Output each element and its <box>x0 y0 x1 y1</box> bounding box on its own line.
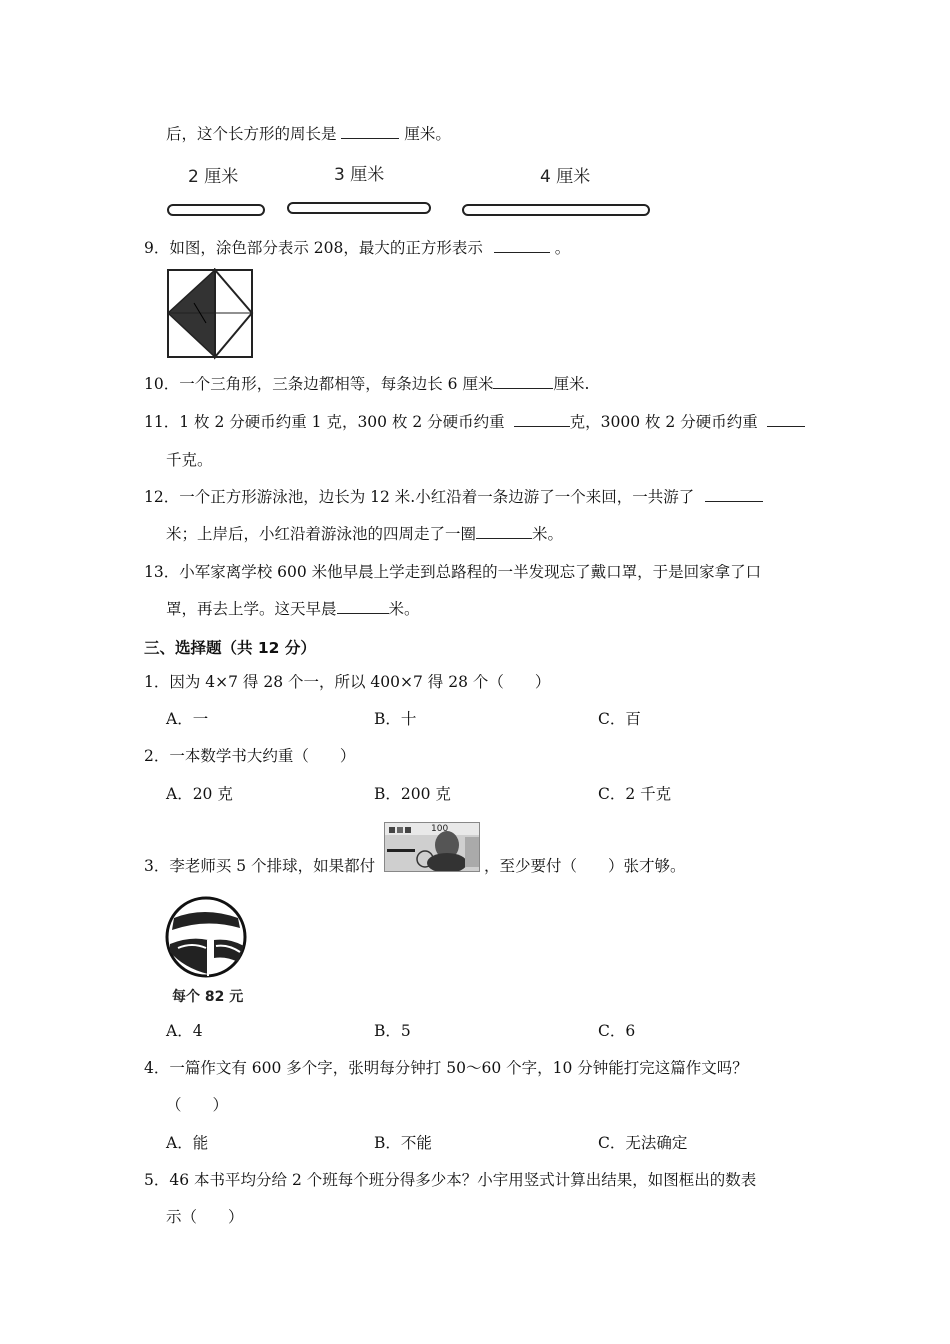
stick-label-2cm: 2 厘米 <box>188 167 239 187</box>
section-3-title: 三、选择题（共 12 分） <box>144 639 316 657</box>
q8-text: 后，这个长方形的周长是 <box>166 125 337 143</box>
stick-label-3cm: 3 厘米 <box>334 165 385 185</box>
question-11-line-1 <box>144 412 805 432</box>
q10-text: 10．一个三角形，三条边都相等，每条边长 6 厘米 <box>144 375 494 393</box>
q9-text-end: 。 <box>554 239 571 257</box>
choice-question-5-line-1: 5．46 本书平均分给 2 个班每个班分得多少本？小宇用竖式计算出结果，如图框出的数表 <box>144 1171 757 1189</box>
c3-option-b[interactable]: B．5 <box>374 1022 411 1040</box>
volleyball-icon <box>164 896 250 980</box>
question-11-line-2: 千克。 <box>166 451 213 469</box>
c1-option-a[interactable]: A．一 <box>166 710 209 728</box>
c2-option-c[interactable]: C．2 千克 <box>598 785 672 803</box>
choice-question-1: 1．因为 4×7 得 28 个一，所以 400×7 得 28 个（ ） <box>144 673 551 691</box>
c4-option-c[interactable]: C．无法确定 <box>598 1134 688 1152</box>
question-12-line-2 <box>166 524 563 544</box>
stick-3cm <box>288 203 430 213</box>
q9-text: 9．如图，涂色部分表示 208，最大的正方形表示 <box>144 239 483 257</box>
q8-tail-line <box>166 124 451 144</box>
choice-question-5-line-2: 示（ ） <box>166 1208 244 1226</box>
ball-price-caption: 每个 82 元 <box>172 989 244 1005</box>
square-diamond-figure <box>166 268 256 360</box>
c1-option-c[interactable]: C．百 <box>598 710 641 728</box>
banknote-value: 100 <box>431 824 449 834</box>
stick-2cm <box>168 205 264 215</box>
stick-4cm <box>463 205 649 215</box>
q13-text-a: 罩，再去上学。这天早晨 <box>166 600 337 618</box>
q11-answer-blank-1[interactable] <box>514 412 570 427</box>
choice-question-3-stem-a: 3．李老师买 5 个排球，如果都付 <box>144 857 376 875</box>
q13-text-b: 米。 <box>388 600 420 618</box>
c4-option-b[interactable]: B．不能 <box>374 1134 432 1152</box>
question-13-line-2 <box>166 599 420 619</box>
c3-option-c[interactable]: C．6 <box>598 1022 636 1040</box>
q8-text-end: 厘米。 <box>404 125 451 143</box>
q12-text-c: 米。 <box>532 525 564 543</box>
c1-option-b[interactable]: B．十 <box>374 710 417 728</box>
q8-answer-blank[interactable] <box>341 124 399 139</box>
q9-answer-blank[interactable] <box>494 238 550 253</box>
choice-question-2: 2．一本数学书大约重（ ） <box>144 747 356 765</box>
banknote-100-image <box>384 822 480 872</box>
q10-text-end: 厘米. <box>553 375 590 393</box>
q12-text-a: 12．一个正方形游泳池，边长为 12 米.小红沿着一条边游了一个来回，一共游了 <box>144 488 695 506</box>
question-13-line-1: 13．小军家离学校 600 米他早晨上学走到总路程的一半发现忘了戴口罩，于是回家拿了口 <box>144 563 762 581</box>
q11-text-b: 克，3000 枚 2 分硬币约重 <box>569 413 758 431</box>
q11-answer-blank-2[interactable] <box>767 412 805 427</box>
q12-answer-blank-2[interactable] <box>476 524 532 539</box>
q12-text-b: 米；上岸后，小红沿着游泳池的四周走了一圈 <box>166 525 477 543</box>
c4-answer-paren: （ ） <box>166 1096 229 1114</box>
q10-answer-blank[interactable] <box>493 374 553 389</box>
c4-option-a[interactable]: A．能 <box>166 1134 209 1152</box>
choice-question-3-stem-b: ，至少要付（ ）张才够。 <box>484 857 686 875</box>
stick-label-4cm: 4 厘米 <box>540 167 591 187</box>
c2-option-a[interactable]: A．20 克 <box>166 785 233 803</box>
question-9 <box>144 238 570 258</box>
q12-answer-blank-1[interactable] <box>705 487 763 502</box>
sticks-figure <box>160 196 660 222</box>
choice-question-4: 4．一篇作文有 600 多个字，张明每分钟打 50～60 个字，10 分钟能打完这篇作文吗？ <box>144 1059 748 1077</box>
q11-text-a: 11．1 枚 2 分硬币约重 1 克，300 枚 2 分硬币约重 <box>144 413 505 431</box>
question-10 <box>144 374 589 394</box>
q13-answer-blank[interactable] <box>337 599 389 614</box>
c3-option-a[interactable]: A．4 <box>166 1022 203 1040</box>
c2-option-b[interactable]: B．200 克 <box>374 785 451 803</box>
question-12-line-1 <box>144 487 763 507</box>
